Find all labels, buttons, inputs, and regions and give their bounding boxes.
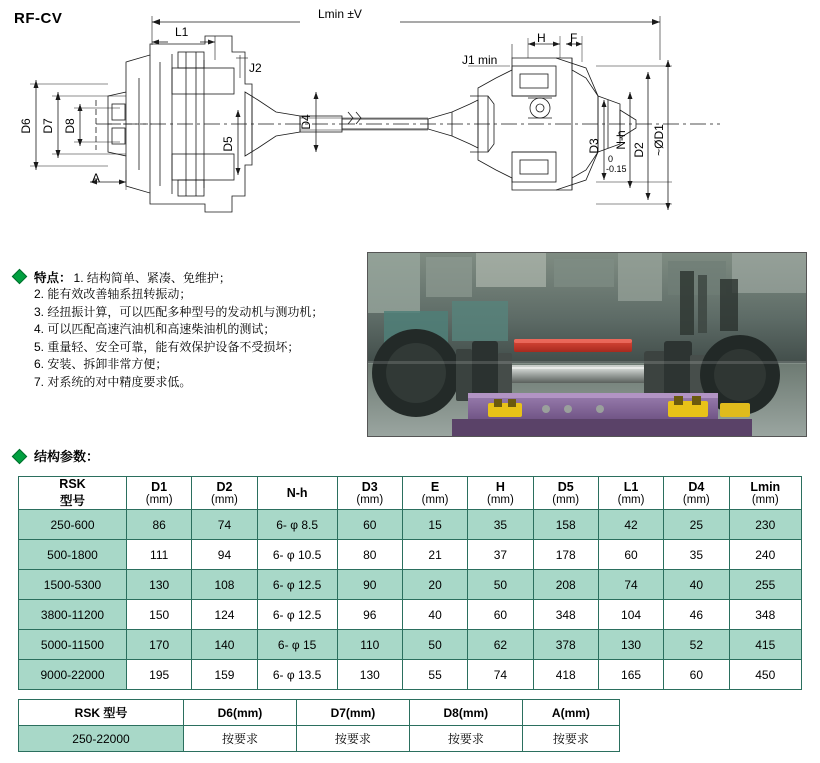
cell-nh: 6- φ 12.5 <box>257 600 337 630</box>
features-block <box>14 268 354 391</box>
col2-header-rsk: RSK 型号 <box>19 700 184 726</box>
cell-d5: 178 <box>533 540 598 570</box>
cell-model: 5000-11500 <box>19 630 127 660</box>
cell-e: 15 <box>402 510 467 540</box>
col-header-d5: D5 (mm) <box>533 477 598 510</box>
cell-d4: 35 <box>664 540 729 570</box>
cell-l1: 104 <box>598 600 663 630</box>
label-d3-tol-bottom: -0.15 <box>606 164 627 174</box>
col2-header-a: A(mm) <box>522 700 619 726</box>
cell-model: 9000-22000 <box>19 660 127 690</box>
cell-lmin: 450 <box>729 660 802 690</box>
cell-h: 62 <box>468 630 533 660</box>
feature-item-1: 1. 结构简单、紧凑、免维护； <box>73 271 231 285</box>
cell-l1: 165 <box>598 660 663 690</box>
cell-nh: 6- φ 8.5 <box>257 510 337 540</box>
table-row <box>19 510 802 540</box>
cell-lmin: 240 <box>729 540 802 570</box>
cell-d3: 110 <box>337 630 402 660</box>
cell-e: 20 <box>402 570 467 600</box>
cell-d4: 25 <box>664 510 729 540</box>
cell-d2: 140 <box>192 630 257 660</box>
table-row <box>19 540 802 570</box>
label-l1: L1 <box>175 25 189 39</box>
label-j1min: J1 min <box>462 53 498 67</box>
col-header-e: E (mm) <box>402 477 467 510</box>
cell-d5: 348 <box>533 600 598 630</box>
table-header-row <box>19 477 802 510</box>
diamond-bullet-icon-2 <box>12 449 28 465</box>
cell-d2: 74 <box>192 510 257 540</box>
cell-h: 37 <box>468 540 533 570</box>
col-header-d2: D2 (mm) <box>192 477 257 510</box>
label-d1: ~ØD1 <box>652 124 666 156</box>
cell-d3: 90 <box>337 570 402 600</box>
cell-lmin: 255 <box>729 570 802 600</box>
cell-d1: 170 <box>127 630 192 660</box>
label-d5: D5 <box>221 136 235 152</box>
feature-item-4: 4. 可以匹配高速汽油机和高速柴油机的测试； <box>34 322 276 336</box>
product-photo <box>367 252 807 437</box>
cell-e: 21 <box>402 540 467 570</box>
cell-e: 40 <box>402 600 467 630</box>
label-d4: D4 <box>299 114 313 130</box>
label-j2: J2 <box>249 61 262 75</box>
cell-d1: 86 <box>127 510 192 540</box>
label-d7: D7 <box>41 118 55 134</box>
structure-params-table <box>18 476 802 690</box>
cell-nh: 6- φ 12.5 <box>257 570 337 600</box>
cell-d1: 195 <box>127 660 192 690</box>
cell-model: 500-1800 <box>19 540 127 570</box>
cell-d2: 159 <box>192 660 257 690</box>
label-d6: D6 <box>19 118 33 134</box>
col-header-nh: N-h <box>257 477 337 510</box>
cell-d3: 130 <box>337 660 402 690</box>
col2-header-d7: D7(mm) <box>296 700 409 726</box>
label-a: A <box>91 171 101 185</box>
label-nh: N-h <box>614 130 628 150</box>
cell-model: 250-600 <box>19 510 127 540</box>
cell-lmin: 415 <box>729 630 802 660</box>
cell-d3: 60 <box>337 510 402 540</box>
cell-model: 3800-11200 <box>19 600 127 630</box>
label-d3: D3 <box>587 138 601 154</box>
label-d3-tol-top: 0 <box>608 154 614 164</box>
cell-d1: 150 <box>127 600 192 630</box>
cell-l1: 74 <box>598 570 663 600</box>
cell-d4: 60 <box>664 660 729 690</box>
label-h: H <box>537 31 546 45</box>
col-header-rsk: RSK 型号 <box>19 477 127 510</box>
cell2-model: 250-22000 <box>19 726 184 752</box>
table-row <box>19 660 802 690</box>
cell-d4: 40 <box>664 570 729 600</box>
col-header-d3: D3 (mm) <box>337 477 402 510</box>
label-d2: D2 <box>632 142 646 158</box>
params-heading-block <box>14 446 99 465</box>
cell-h: 60 <box>468 600 533 630</box>
cell-d5: 208 <box>533 570 598 600</box>
table-row-2 <box>19 726 620 752</box>
cell-d5: 378 <box>533 630 598 660</box>
cell-e: 55 <box>402 660 467 690</box>
cell-d4: 46 <box>664 600 729 630</box>
technical-drawing <box>0 0 820 245</box>
page-title: RF-CV <box>14 10 63 27</box>
cell-nh: 6- φ 15 <box>257 630 337 660</box>
cell-l1: 130 <box>598 630 663 660</box>
table-row <box>19 570 802 600</box>
cell-nh: 6- φ 10.5 <box>257 540 337 570</box>
col-header-h: H (mm) <box>468 477 533 510</box>
diamond-bullet-icon <box>12 269 28 285</box>
feature-item-6: 6. 安装、拆卸非常方便； <box>34 357 168 371</box>
col-header-lmin: Lmin (mm) <box>729 477 802 510</box>
cell2-d6: 按要求 <box>184 726 297 752</box>
label-f: F <box>570 31 578 45</box>
cell-h: 50 <box>468 570 533 600</box>
cell2-a: 按要求 <box>522 726 619 752</box>
col2-header-d8: D8(mm) <box>409 700 522 726</box>
cell-nh: 6- φ 13.5 <box>257 660 337 690</box>
cell-h: 74 <box>468 660 533 690</box>
cell2-d7: 按要求 <box>296 726 409 752</box>
cell-d2: 124 <box>192 600 257 630</box>
cell-d2: 108 <box>192 570 257 600</box>
table-header-row-2 <box>19 700 620 726</box>
features-heading: 特点： <box>34 271 72 285</box>
cell-d4: 52 <box>664 630 729 660</box>
cell2-d8: 按要求 <box>409 726 522 752</box>
col-header-d4: D4 (mm) <box>664 477 729 510</box>
feature-item-3: 3. 经扭振计算，可以匹配多种型号的发动机与测功机； <box>34 304 324 319</box>
cell-l1: 60 <box>598 540 663 570</box>
label-d8: D8 <box>63 118 77 134</box>
table-row <box>19 600 802 630</box>
cell-d1: 111 <box>127 540 192 570</box>
col2-header-d6: D6(mm) <box>184 700 297 726</box>
label-lmin: Lmin ±V <box>318 7 362 21</box>
params-heading: 结构参数： <box>34 449 100 464</box>
feature-item-2: 2. 能有效改善轴系扭转振动； <box>34 287 192 301</box>
cell-d2: 94 <box>192 540 257 570</box>
col-header-d1: D1 (mm) <box>127 477 192 510</box>
feature-item-7: 7. 对系统的对中精度要求低。 <box>34 374 192 389</box>
feature-item-5: 5. 重量轻、安全可靠，能有效保护设备不受损坏； <box>34 339 300 354</box>
cell-lmin: 230 <box>729 510 802 540</box>
cell-e: 50 <box>402 630 467 660</box>
cell-l1: 42 <box>598 510 663 540</box>
cell-h: 35 <box>468 510 533 540</box>
cell-model: 1500-5300 <box>19 570 127 600</box>
cell-lmin: 348 <box>729 600 802 630</box>
cell-d3: 80 <box>337 540 402 570</box>
cell-d5: 158 <box>533 510 598 540</box>
cell-d5: 418 <box>533 660 598 690</box>
table-row <box>19 630 802 660</box>
col-header-l1: L1 (mm) <box>598 477 663 510</box>
secondary-params-table <box>18 699 620 752</box>
cell-d1: 130 <box>127 570 192 600</box>
cell-d3: 96 <box>337 600 402 630</box>
